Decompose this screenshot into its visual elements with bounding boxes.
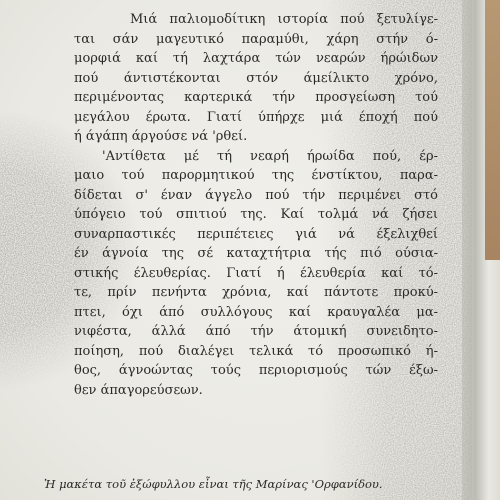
text-line: μεγάλου έρωτα. Γιατί ύπήρχε μιά έποχή πού xyxy=(74,109,438,125)
text-line: μαιο τού παρορμητικού της ένστίκτου, παρα- xyxy=(74,168,438,183)
text-line: πτει, όχι άπό συλλόγους καί κραυγαλέα μα- xyxy=(74,304,438,320)
text-line: συναρπαστικές περιπέτειες γιά νά έξελιχθεί xyxy=(74,226,438,242)
text-line: θος, άγνοώντας τούς περιορισμούς τών έξω- xyxy=(74,363,438,378)
text-line: στικής έλευθερίας. Γιατί ή έλευθερία καί τό- xyxy=(74,265,438,281)
text-line: τε, πρίν πενήντα χρόνια, καί πάντοτε προκύ- xyxy=(74,285,438,300)
text-line: ύπόγειο τού σπιτιού της. Καί τολμά νά ζήσει xyxy=(74,207,438,222)
text-line: ή άγάπη άργούσε νά 'ρθεί. xyxy=(74,129,248,144)
text-line: δίδεται σ' έναν άγγελο πού τήν περιμένει στό xyxy=(74,187,438,203)
text-line: Μιά παλιομοδίτικη ιστορία πού ξετυλίγε- xyxy=(130,12,438,27)
text-line: πού άντιστέκονται στόν άμείλικτο χρόνο, xyxy=(74,70,438,86)
blurb-text xyxy=(74,10,438,400)
text-line: θεν άπαγορεύσεων. xyxy=(74,382,203,398)
text-line: έν άγνοία της σέ καταχτήτρια τής πιό ούσια- xyxy=(74,246,438,261)
text-line: μορφιά καί τή λαχτάρα τών νεαρών ήρώιδων xyxy=(74,51,438,66)
blurb-paragraph-1 xyxy=(74,10,438,147)
cover-credit-caption: Ἡ μακέτα τοῦ ἐξώφυλλου εἶναι τῆς Μαρίνας 'Ορφανίδου. xyxy=(44,477,383,491)
text-line: 'Αντίθετα μέ τή νεαρή ήρωίδα πού, έρ- xyxy=(102,148,438,164)
text-line: ποίηση, πού διαλέγει τελικά τό προσωπικό ή- xyxy=(74,343,438,359)
text-line: περιμένοντας καρτερικά τήν προσγείωση τού xyxy=(74,90,438,105)
text-line: νιφέστα, άλλά άπό τήν άτομική συνειδητο- xyxy=(74,324,438,339)
text-line: ται σάν μαγευτικό παραμύθι, χάρη στήν ό- xyxy=(74,31,438,47)
blurb-paragraph-2 xyxy=(74,147,438,401)
